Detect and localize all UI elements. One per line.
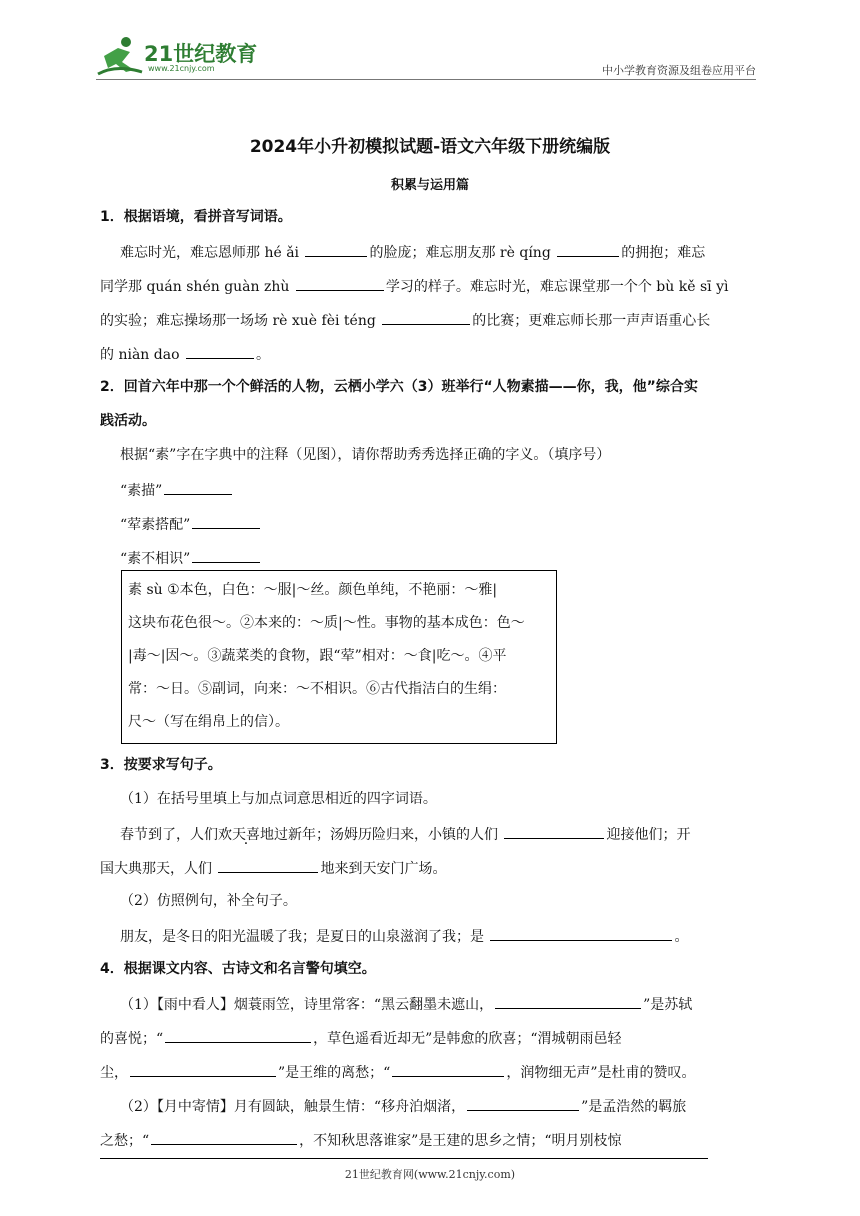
- q4-text: （1）【雨中看人】烟蓑雨笠，诗里常客：“黑云翻墨未遮山，: [120, 997, 494, 1013]
- q1-text: 。: [255, 347, 270, 363]
- q1-text: 的实验；难忘操场那一场场 rè xuè fèi téng: [100, 313, 381, 329]
- q4-text: ”是孟浩然的羁旅: [581, 1099, 687, 1115]
- q3-text: 春节到了，人们: [120, 827, 218, 843]
- answer-blank[interactable]: [164, 480, 232, 495]
- q1-text: 的比赛；更难忘师长那一声声语重心长: [472, 313, 711, 329]
- q3-sentence-1: [120, 824, 760, 844]
- q3-sentence-2: [100, 858, 760, 878]
- q1-line-1: [120, 242, 760, 262]
- footer-text: 21世纪教育网(www.21cnjy.com): [344, 1168, 516, 1181]
- answer-blank[interactable]: [296, 276, 384, 291]
- answer-blank[interactable]: [495, 994, 641, 1009]
- q4-text: ，草色遥看近却无”是韩愈的欣喜；“渭城朝雨邑轻: [313, 1031, 622, 1047]
- q1-text: 的 niàn dao: [100, 347, 184, 363]
- q3-text: 过新年；汤姆历险归来，小镇的人们: [274, 827, 503, 843]
- q2-item-text: “荤素搭配”: [120, 517, 191, 533]
- q3-text: 。: [674, 929, 689, 945]
- answer-blank[interactable]: [504, 824, 604, 839]
- q3-text: 地来到天安门广场。: [320, 861, 447, 877]
- dictionary-line: 常：～日。⑤副词，向来：～不相识。⑥古代指洁白的生绢：: [128, 681, 506, 697]
- answer-blank[interactable]: [192, 548, 260, 563]
- answer-blank[interactable]: [130, 1062, 276, 1077]
- q4-text: ，润物细无声”是杜甫的赞叹。: [506, 1065, 696, 1081]
- q4-line-4: [120, 1096, 760, 1116]
- q4-line-5: [100, 1130, 760, 1150]
- logo-text: 21世纪教育: [144, 42, 258, 66]
- answer-blank[interactable]: [218, 858, 318, 873]
- q1-line-4: [100, 344, 760, 364]
- q1-line-2: [100, 276, 760, 296]
- page-header: [96, 34, 756, 82]
- q1-text: 学习的样子。难忘时光，难忘课堂那一个个 bù kě sī yì: [385, 279, 729, 295]
- answer-blank[interactable]: [186, 344, 254, 359]
- q1-text: 难忘时光，难忘恩师那 hé ǎi: [120, 245, 304, 261]
- q1-text: 的拥抱；难忘: [621, 245, 706, 261]
- answer-blank[interactable]: [467, 1096, 579, 1111]
- answer-blank[interactable]: [382, 310, 470, 325]
- q1-heading: 1．根据语境，看拼音写词语。: [100, 209, 292, 225]
- q4-line-1: [120, 994, 760, 1014]
- q2-item-3: [120, 548, 760, 568]
- q4-text: ，不知秋思落谁家”是王建的思乡之情；“明月别枝惊: [299, 1133, 622, 1149]
- page-subtitle: 积累与运用篇: [390, 178, 469, 193]
- q4-text: ”是苏轼: [643, 997, 693, 1013]
- q1-line-3: [100, 310, 760, 330]
- header-divider: [96, 79, 756, 80]
- q2-item-1: [120, 480, 760, 500]
- q2-heading-line-2: 践活动。: [100, 413, 156, 429]
- runner-logo-icon: [96, 34, 146, 78]
- answer-blank[interactable]: [151, 1130, 297, 1145]
- q1-text: 同学那 quán shén guàn zhù: [100, 279, 294, 295]
- q4-line-2: [100, 1028, 760, 1048]
- q3-sub-2: （2）仿照例句，补全句子。: [120, 893, 297, 909]
- q4-text: 之愁；“: [100, 1133, 150, 1149]
- q2-item-text: “素描”: [120, 483, 163, 499]
- q3-heading: 3．按要求写句子。: [100, 757, 222, 773]
- q4-text: （2）【月中寄情】月有圆缺，触景生情：“移舟泊烟渚，: [120, 1099, 466, 1115]
- q4-line-3: [100, 1062, 760, 1082]
- dictionary-entry-box: [121, 570, 557, 744]
- answer-blank[interactable]: [305, 242, 367, 257]
- dictionary-line: 尺～（写在绢帛上的信）。: [128, 714, 289, 730]
- answer-blank[interactable]: [392, 1062, 504, 1077]
- q3-text: 国大典那天，人们: [100, 861, 217, 877]
- logo-url: www.21cnjy.com: [148, 64, 215, 73]
- answer-blank[interactable]: [165, 1028, 311, 1043]
- q4-heading: 4．根据课文内容、古诗文和名言警句填空。: [100, 961, 376, 977]
- answer-blank[interactable]: [192, 514, 260, 529]
- logo: [96, 34, 266, 78]
- q4-text: 的喜悦；“: [100, 1031, 164, 1047]
- q2-item-text: “素不相识”: [120, 551, 191, 567]
- dictionary-line: 素 sù ①本色，白色：～服|～丝。颜色单纯，不艳丽：～雅|: [128, 582, 498, 598]
- header-platform-text: 中小学教育资源及组卷应用平台: [602, 64, 756, 77]
- answer-blank[interactable]: [557, 242, 619, 257]
- q3-sub-1: （1）在括号里填上与加点词意思相近的四字词语。: [120, 791, 437, 807]
- q2-prompt: 根据“素”字在字典中的注释（见图），请你帮助秀秀选择正确的字义。（填序号）: [120, 447, 611, 463]
- dictionary-line: |毒～|因～。③蔬菜类的食物，跟“荤”相对：～食|吃～。④平: [128, 648, 507, 664]
- q4-text: ”是王维的离愁；“: [278, 1065, 391, 1081]
- q2-item-2: [120, 514, 760, 534]
- dotted-word: 欢天喜地: [218, 827, 274, 843]
- q2-heading-line-1: 2．回首六年中那一个个鲜活的人物，云栖小学六（3）班举行“人物素描——你，我，他”综合实: [100, 379, 698, 395]
- q4-text: 尘，: [100, 1065, 128, 1081]
- dictionary-line: 这块布花色很～。②本来的：～质|～性。事物的基本成色：色～: [128, 615, 525, 631]
- q3-text: 迎接他们；开: [606, 827, 691, 843]
- q3-sentence-3: [120, 926, 760, 946]
- answer-blank[interactable]: [490, 926, 672, 941]
- page-title: 2024年小升初模拟试题-语文六年级下册统编版: [249, 137, 611, 157]
- q1-text: 的脸庞；难忘朋友那 rè qíng: [369, 245, 556, 261]
- footer-divider: [100, 1158, 708, 1159]
- q3-text: 朋友，是冬日的阳光温暖了我；是夏日的山泉滋润了我；是: [120, 929, 489, 945]
